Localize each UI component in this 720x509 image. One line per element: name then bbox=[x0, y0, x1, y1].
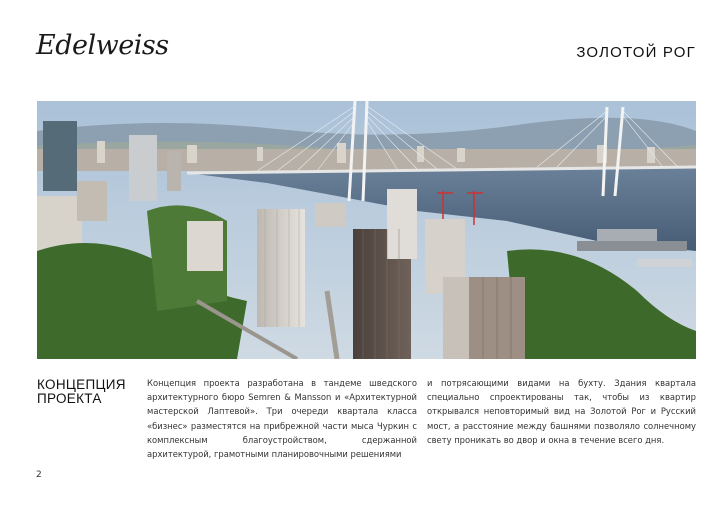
body-text-column-1: Концепция проекта разработана в тандеме шведского архитектурного бюро Semren & Mansson и «Архитектурной мастерской Лаптевой». Три очереди квартала класса «бизнес» разместятся на прибрежной части мыса Чуркин с комплексным благоустройством, сдержанной архитектурой, грамотными планировочными решениями bbox=[147, 378, 417, 460]
page-number: 2 bbox=[36, 470, 42, 480]
brand-logo: Edelweiss bbox=[36, 30, 169, 61]
page-title: ЗОЛОТОЙ РОГ bbox=[576, 44, 696, 61]
section-title: КОНЦЕПЦИЯ ПРОЕКТА bbox=[37, 377, 126, 406]
hero-photo bbox=[37, 101, 696, 359]
body-text-column-2: и потрясающими видами на бухту. Здания квартала специально спроектированы так, чтобы из квартир открывался неповторимый вид на Золотой Рог и Русский мост, а расстояние между башнями позволяло солнечному свету проникать во двор и окна в течение всего дня. bbox=[427, 378, 696, 445]
aerial-city-photo-icon bbox=[37, 101, 696, 359]
